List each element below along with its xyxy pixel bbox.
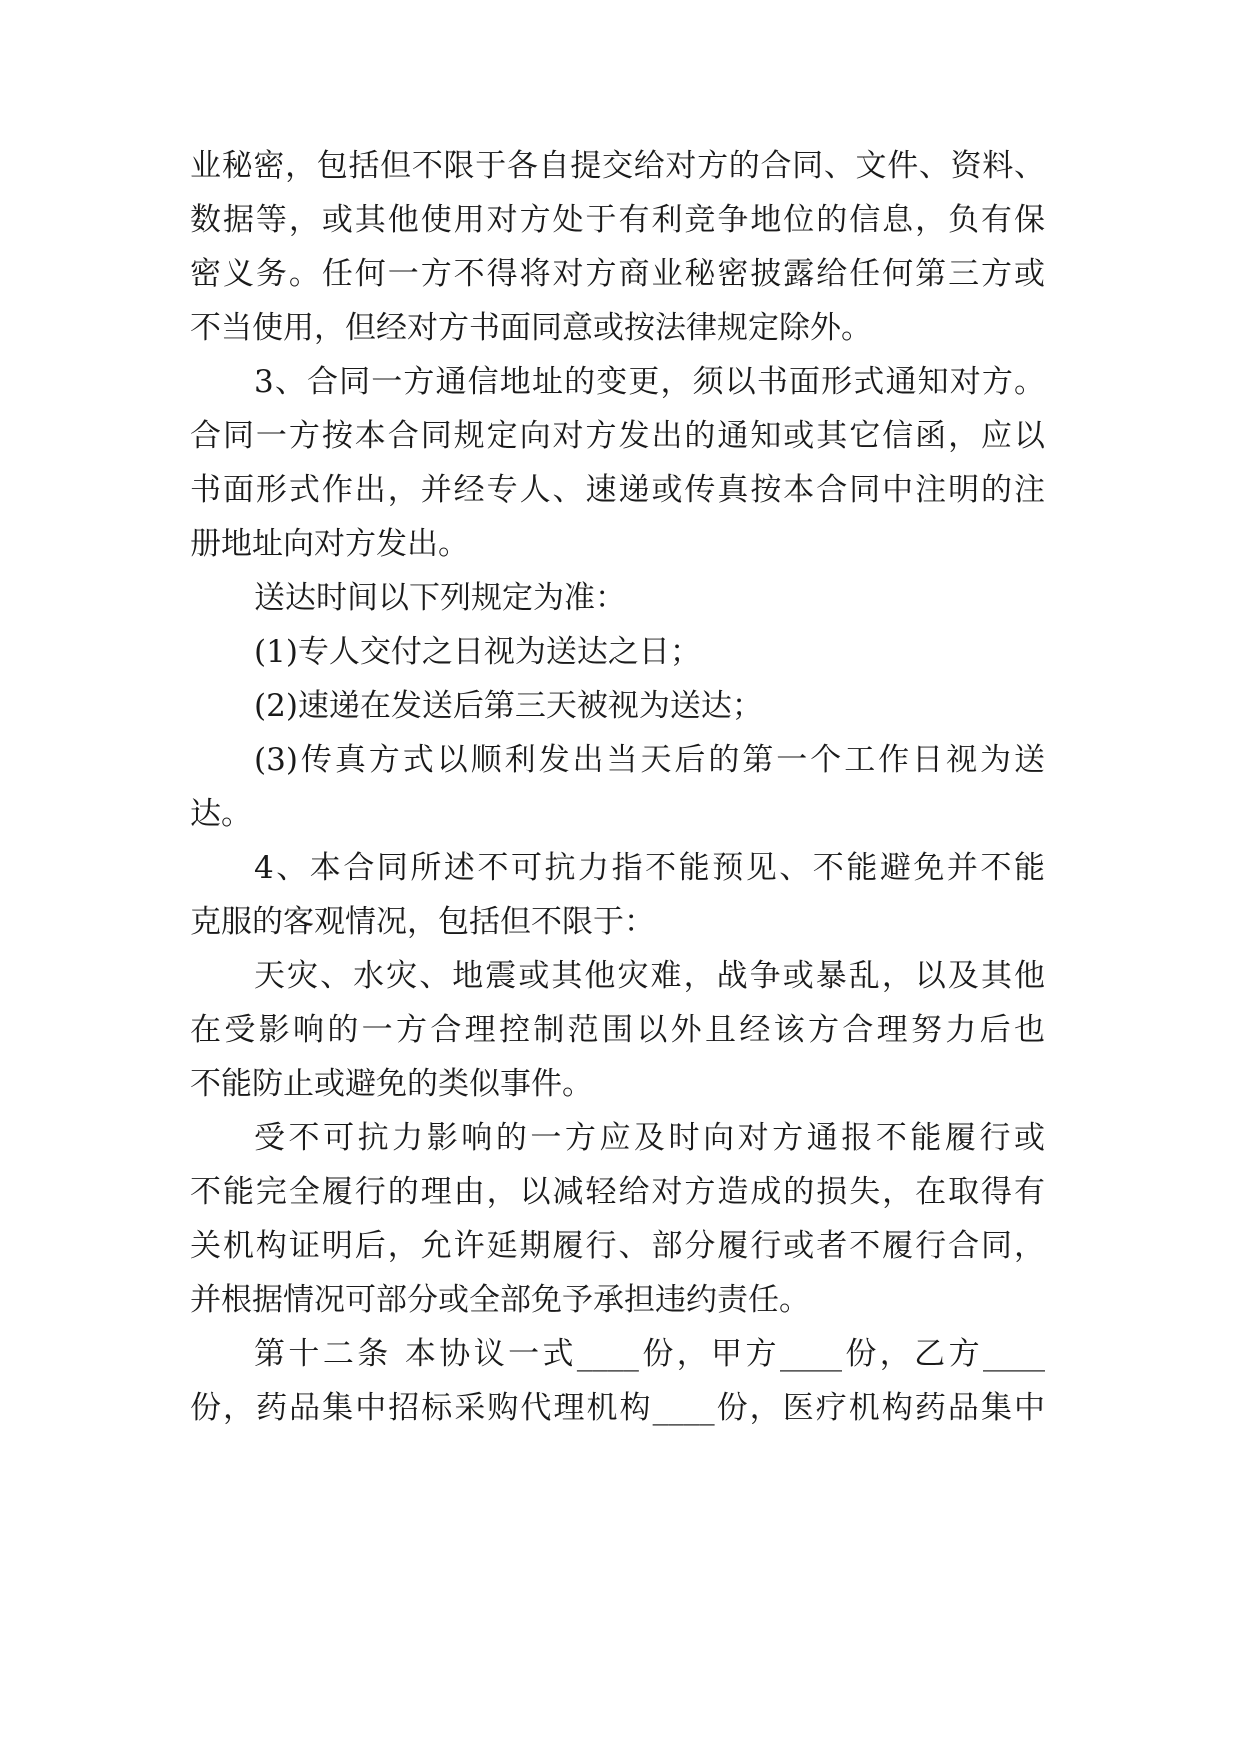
text-line: 册地址向对方发出。	[190, 526, 469, 562]
text-line: 克服的客观情况，包括但不限于：	[190, 904, 655, 940]
text-line: 送达时间以下列规定为准：	[254, 580, 626, 616]
text-line: 密义务。任何一方不得将对方商业秘密披露给任何第三方或	[190, 256, 1045, 292]
text-line: 第十二条 本协议一式____份，甲方____份，乙方____	[254, 1336, 1045, 1372]
text-line: 天灾、水灾、地震或其他灾难，战争或暴乱，以及其他	[254, 958, 1045, 994]
text-line: (3)传真方式以顺利发出当天后的第一个工作日视为送	[254, 742, 1045, 778]
text-line: 不能完全履行的理由，以减轻给对方造成的损失，在取得有	[190, 1174, 1045, 1210]
text-line: (1)专人交付之日视为送达之日；	[254, 634, 701, 670]
text-line: 书面形式作出，并经专人、速递或传真按本合同中注明的注	[190, 472, 1045, 508]
text-line: 不当使用，但经对方书面同意或按法律规定除外。	[190, 310, 872, 346]
text-line: (2)速递在发送后第三天被视为送达；	[254, 688, 763, 724]
text-line: 合同一方按本合同规定向对方发出的通知或其它信函，应以	[190, 418, 1045, 454]
text-line: 在受影响的一方合理控制范围以外且经该方合理努力后也	[190, 1012, 1045, 1048]
text-line: 关机构证明后，允许延期履行、部分履行或者不履行合同，	[190, 1228, 1045, 1264]
text-line: 数据等，或其他使用对方处于有利竞争地位的信息，负有保	[190, 202, 1045, 238]
text-line: 不能防止或避免的类似事件。	[190, 1066, 593, 1102]
text-line: 3、合同一方通信地址的变更，须以书面形式通知对方。	[254, 364, 1045, 400]
text-line: 达。	[190, 796, 252, 832]
text-line: 份，药品集中招标采购代理机构____份，医疗机构药品集中	[190, 1390, 1045, 1426]
text-line: 并根据情况可部分或全部免予承担违约责任。	[190, 1282, 810, 1318]
text-line: 受不可抗力影响的一方应及时向对方通报不能履行或	[254, 1120, 1045, 1156]
text-line: 业秘密，包括但不限于各自提交给对方的合同、文件、资料、	[190, 148, 1045, 184]
text-line: 4、本合同所述不可抗力指不能预见、不能避免并不能	[254, 850, 1045, 886]
